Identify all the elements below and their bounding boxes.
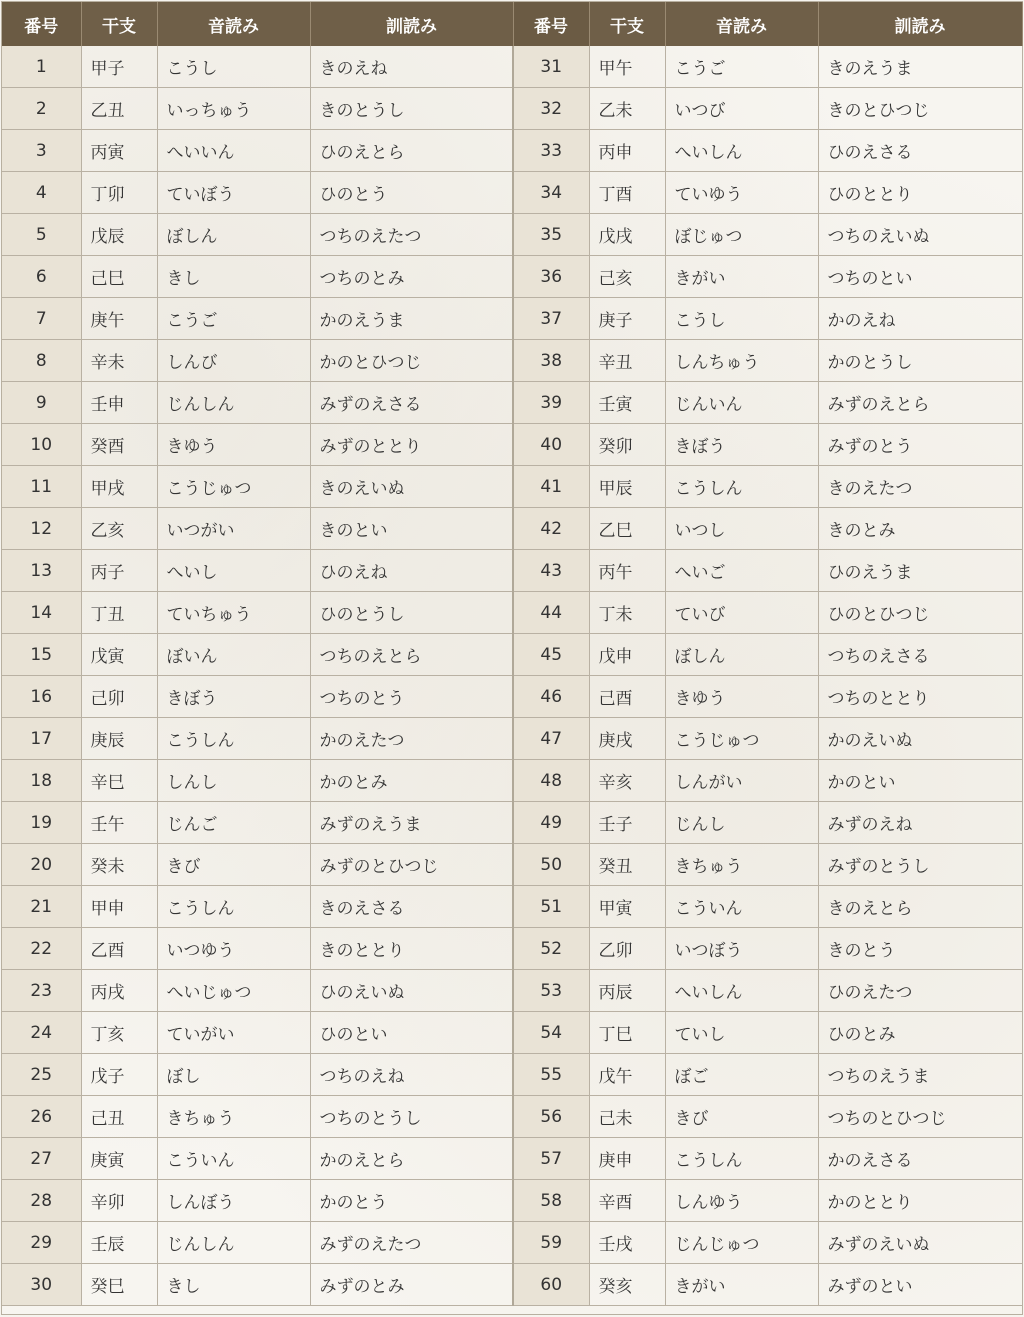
cell-kanshi-right: 壬寅 — [589, 382, 665, 424]
cell-kanshi-right: 癸丑 — [589, 844, 665, 886]
cell-kunyomi-right: みずのとい — [818, 1264, 1022, 1306]
cell-kunyomi-right: かのえさる — [818, 1138, 1022, 1180]
table-row — [2, 298, 1022, 340]
cell-number: 25 — [2, 1054, 81, 1096]
cell-onyomi-right: ぼしん — [665, 634, 818, 676]
cell-number-right: 45 — [513, 634, 589, 676]
cell-number-right: 41 — [513, 466, 589, 508]
cell-number: 19 — [2, 802, 81, 844]
cell-kunyomi-right: きのえたつ — [818, 466, 1022, 508]
cell-number: 22 — [2, 928, 81, 970]
cell-onyomi-right: きゆう — [665, 676, 818, 718]
cell-kunyomi: きのとうし — [310, 88, 513, 130]
cell-kanshi: 甲申 — [81, 886, 157, 928]
cell-number: 2 — [2, 88, 81, 130]
cell-kanshi: 丙寅 — [81, 130, 157, 172]
cell-kanshi: 乙丑 — [81, 88, 157, 130]
cell-kunyomi-right: みずのとうし — [818, 844, 1022, 886]
cell-onyomi: じんしん — [157, 1222, 310, 1264]
cell-kunyomi: ひのとい — [310, 1012, 513, 1054]
cell-onyomi-right: ぼご — [665, 1054, 818, 1096]
cell-onyomi: ていちゅう — [157, 592, 310, 634]
cell-onyomi: じんしん — [157, 382, 310, 424]
cell-kanshi: 癸未 — [81, 844, 157, 886]
cell-number: 1 — [2, 46, 81, 88]
cell-kanshi: 甲戌 — [81, 466, 157, 508]
cell-kunyomi-right: ひのとひつじ — [818, 592, 1022, 634]
cell-number-right: 46 — [513, 676, 589, 718]
cell-kunyomi: ひのとうし — [310, 592, 513, 634]
cell-kanshi: 戊子 — [81, 1054, 157, 1096]
cell-kunyomi-right: ひのえうま — [818, 550, 1022, 592]
table-row — [2, 256, 1022, 298]
cell-kunyomi: つちのえね — [310, 1054, 513, 1096]
table-row — [2, 1054, 1022, 1096]
cell-kunyomi: かのえとら — [310, 1138, 513, 1180]
cell-kunyomi: みずのえさる — [310, 382, 513, 424]
cell-onyomi-right: こういん — [665, 886, 818, 928]
cell-number: 9 — [2, 382, 81, 424]
cell-kunyomi: ひのえね — [310, 550, 513, 592]
cell-kanshi-right: 乙卯 — [589, 928, 665, 970]
cell-kunyomi-right: みずのとう — [818, 424, 1022, 466]
cell-kanshi-right: 戊戌 — [589, 214, 665, 256]
cell-kanshi-right: 丁未 — [589, 592, 665, 634]
cell-kanshi-right: 丁酉 — [589, 172, 665, 214]
cell-kunyomi-right: つちのとい — [818, 256, 1022, 298]
cell-kanshi-right: 乙巳 — [589, 508, 665, 550]
cell-kunyomi: きのととり — [310, 928, 513, 970]
cell-kanshi-right: 癸亥 — [589, 1264, 665, 1306]
cell-kanshi: 戊辰 — [81, 214, 157, 256]
cell-kunyomi: みずのえうま — [310, 802, 513, 844]
cell-onyomi-right: へいしん — [665, 130, 818, 172]
cell-kunyomi: つちのとうし — [310, 1096, 513, 1138]
cell-onyomi: きゆう — [157, 424, 310, 466]
cell-kanshi-right: 丙申 — [589, 130, 665, 172]
cell-kanshi-right: 戊申 — [589, 634, 665, 676]
cell-onyomi-right: こうしん — [665, 466, 818, 508]
cell-kunyomi-right: かのえね — [818, 298, 1022, 340]
cell-number: 17 — [2, 718, 81, 760]
cell-kunyomi: ひのえいぬ — [310, 970, 513, 1012]
cell-onyomi-right: こうし — [665, 298, 818, 340]
cell-number: 12 — [2, 508, 81, 550]
cell-kunyomi: ひのとう — [310, 172, 513, 214]
cell-kunyomi-right: かのとうし — [818, 340, 1022, 382]
table-row — [2, 928, 1022, 970]
cell-number-right: 34 — [513, 172, 589, 214]
cell-kanshi: 丁亥 — [81, 1012, 157, 1054]
cell-number-right: 51 — [513, 886, 589, 928]
cell-number-right: 56 — [513, 1096, 589, 1138]
cell-onyomi: へいいん — [157, 130, 310, 172]
cell-number: 21 — [2, 886, 81, 928]
cell-number-right: 39 — [513, 382, 589, 424]
header-onyomi: 音読み — [157, 2, 310, 46]
cell-kunyomi-right: みずのえね — [818, 802, 1022, 844]
cell-kanshi: 壬辰 — [81, 1222, 157, 1264]
table-row — [2, 718, 1022, 760]
cell-kunyomi: かのとう — [310, 1180, 513, 1222]
table-body — [2, 46, 1022, 1306]
cell-number-right: 59 — [513, 1222, 589, 1264]
table-row — [2, 466, 1022, 508]
cell-number-right: 43 — [513, 550, 589, 592]
cell-kanshi: 庚午 — [81, 298, 157, 340]
cell-onyomi-right: こうご — [665, 46, 818, 88]
cell-onyomi: へいじゅつ — [157, 970, 310, 1012]
cell-number: 15 — [2, 634, 81, 676]
cell-kunyomi: きのえね — [310, 46, 513, 88]
cell-kanshi: 乙酉 — [81, 928, 157, 970]
cell-number-right: 40 — [513, 424, 589, 466]
cell-number-right: 47 — [513, 718, 589, 760]
cell-number-right: 54 — [513, 1012, 589, 1054]
cell-onyomi-right: いつぼう — [665, 928, 818, 970]
cell-onyomi-right: ていゆう — [665, 172, 818, 214]
cell-onyomi: ぼしん — [157, 214, 310, 256]
cell-number-right: 31 — [513, 46, 589, 88]
cell-onyomi: こうじゅつ — [157, 466, 310, 508]
cell-kanshi: 壬午 — [81, 802, 157, 844]
cell-onyomi: しんび — [157, 340, 310, 382]
cell-onyomi: きし — [157, 1264, 310, 1306]
cell-kanshi-right: 丙辰 — [589, 970, 665, 1012]
header-number-right: 番号 — [513, 2, 589, 46]
table-row — [2, 634, 1022, 676]
cell-kanshi-right: 壬戌 — [589, 1222, 665, 1264]
cell-kanshi: 庚寅 — [81, 1138, 157, 1180]
table-row — [2, 1180, 1022, 1222]
cell-kanshi-right: 丙午 — [589, 550, 665, 592]
cell-kunyomi-right: きのえとら — [818, 886, 1022, 928]
header-kunyomi: 訓読み — [310, 2, 513, 46]
cell-onyomi-right: こうじゅつ — [665, 718, 818, 760]
cell-number: 28 — [2, 1180, 81, 1222]
cell-number-right: 38 — [513, 340, 589, 382]
cell-number-right: 49 — [513, 802, 589, 844]
cell-kanshi-right: 辛亥 — [589, 760, 665, 802]
cell-kanshi: 丙子 — [81, 550, 157, 592]
header-kanshi-right: 干支 — [589, 2, 665, 46]
table-row — [2, 760, 1022, 802]
sexagenary-cycle-table — [2, 2, 1023, 1306]
header-onyomi-right: 音読み — [665, 2, 818, 46]
cell-onyomi-right: しんゆう — [665, 1180, 818, 1222]
cell-kanshi: 庚辰 — [81, 718, 157, 760]
cell-onyomi: ぼいん — [157, 634, 310, 676]
table-row — [2, 886, 1022, 928]
cell-onyomi: じんご — [157, 802, 310, 844]
cell-onyomi-right: きがい — [665, 1264, 818, 1306]
cell-onyomi: しんし — [157, 760, 310, 802]
cell-onyomi-right: しんちゅう — [665, 340, 818, 382]
cell-kanshi-right: 癸卯 — [589, 424, 665, 466]
cell-number: 4 — [2, 172, 81, 214]
table-row — [2, 382, 1022, 424]
cell-number: 27 — [2, 1138, 81, 1180]
cell-kunyomi: きのえさる — [310, 886, 513, 928]
cell-onyomi-right: きぼう — [665, 424, 818, 466]
cell-kunyomi: かのとひつじ — [310, 340, 513, 382]
table-row — [2, 1222, 1022, 1264]
cell-number: 30 — [2, 1264, 81, 1306]
cell-number-right: 57 — [513, 1138, 589, 1180]
cell-number-right: 48 — [513, 760, 589, 802]
cell-onyomi: いっちゅう — [157, 88, 310, 130]
cell-kunyomi-right: ひのえさる — [818, 130, 1022, 172]
cell-onyomi-right: へいしん — [665, 970, 818, 1012]
cell-kanshi-right: 甲午 — [589, 46, 665, 88]
cell-kunyomi: つちのとう — [310, 676, 513, 718]
cell-number-right: 50 — [513, 844, 589, 886]
cell-kanshi: 癸巳 — [81, 1264, 157, 1306]
table-row — [2, 340, 1022, 382]
cell-number: 18 — [2, 760, 81, 802]
cell-number-right: 32 — [513, 88, 589, 130]
table-row — [2, 1096, 1022, 1138]
cell-number: 6 — [2, 256, 81, 298]
cell-kanshi: 辛巳 — [81, 760, 157, 802]
table-row — [2, 1012, 1022, 1054]
cell-kanshi: 戊寅 — [81, 634, 157, 676]
cell-onyomi-right: きび — [665, 1096, 818, 1138]
cell-kunyomi-right: かのとい — [818, 760, 1022, 802]
cell-number-right: 58 — [513, 1180, 589, 1222]
cell-onyomi: きし — [157, 256, 310, 298]
cell-kunyomi-right: つちのえいぬ — [818, 214, 1022, 256]
cell-kunyomi: みずのととり — [310, 424, 513, 466]
table-row — [2, 130, 1022, 172]
cell-onyomi-right: じんじゅつ — [665, 1222, 818, 1264]
cell-number-right: 52 — [513, 928, 589, 970]
cell-kunyomi-right: かのととり — [818, 1180, 1022, 1222]
cell-number: 10 — [2, 424, 81, 466]
cell-onyomi: こういん — [157, 1138, 310, 1180]
table-row — [2, 550, 1022, 592]
cell-onyomi: こうし — [157, 46, 310, 88]
cell-number: 23 — [2, 970, 81, 1012]
cell-kanshi: 壬申 — [81, 382, 157, 424]
cell-onyomi-right: ぼじゅつ — [665, 214, 818, 256]
cell-number: 8 — [2, 340, 81, 382]
cell-number: 26 — [2, 1096, 81, 1138]
cell-kanshi-right: 辛酉 — [589, 1180, 665, 1222]
cell-kanshi-right: 庚子 — [589, 298, 665, 340]
table-header — [2, 2, 1022, 46]
cell-kanshi-right: 戊午 — [589, 1054, 665, 1096]
table-row — [2, 1264, 1022, 1306]
cell-onyomi-right: じんいん — [665, 382, 818, 424]
cell-number: 29 — [2, 1222, 81, 1264]
cell-kunyomi-right: ひのとみ — [818, 1012, 1022, 1054]
cell-kanshi-right: 丁巳 — [589, 1012, 665, 1054]
cell-kanshi: 丁卯 — [81, 172, 157, 214]
cell-onyomi-right: きがい — [665, 256, 818, 298]
table-row — [2, 1138, 1022, 1180]
cell-onyomi-right: へいご — [665, 550, 818, 592]
cell-number: 24 — [2, 1012, 81, 1054]
cell-number-right: 35 — [513, 214, 589, 256]
cell-onyomi: きちゅう — [157, 1096, 310, 1138]
cell-number-right: 37 — [513, 298, 589, 340]
cell-onyomi: きぼう — [157, 676, 310, 718]
cell-number: 7 — [2, 298, 81, 340]
header-row — [2, 2, 1022, 46]
cell-kanshi-right: 辛丑 — [589, 340, 665, 382]
cell-kunyomi: つちのえとら — [310, 634, 513, 676]
cell-kanshi: 辛卯 — [81, 1180, 157, 1222]
cell-kunyomi: かのとみ — [310, 760, 513, 802]
cell-kunyomi-right: つちのえさる — [818, 634, 1022, 676]
cell-onyomi-right: いつび — [665, 88, 818, 130]
cell-kunyomi: みずのとひつじ — [310, 844, 513, 886]
cell-onyomi: ぼし — [157, 1054, 310, 1096]
cell-number-right: 60 — [513, 1264, 589, 1306]
cell-kanshi: 乙亥 — [81, 508, 157, 550]
cell-kunyomi: かのえたつ — [310, 718, 513, 760]
cell-number: 5 — [2, 214, 81, 256]
cell-number-right: 44 — [513, 592, 589, 634]
cell-onyomi-right: いつし — [665, 508, 818, 550]
cell-kunyomi-right: つちのととり — [818, 676, 1022, 718]
cell-onyomi: いつゆう — [157, 928, 310, 970]
cell-kunyomi: ひのえとら — [310, 130, 513, 172]
cell-kanshi: 己卯 — [81, 676, 157, 718]
header-kanshi: 干支 — [81, 2, 157, 46]
cell-kanshi-right: 庚戌 — [589, 718, 665, 760]
cell-number-right: 36 — [513, 256, 589, 298]
cell-number: 16 — [2, 676, 81, 718]
cell-kanshi: 己丑 — [81, 1096, 157, 1138]
cell-onyomi: へいし — [157, 550, 310, 592]
cell-onyomi: こうしん — [157, 718, 310, 760]
cell-onyomi-right: じんし — [665, 802, 818, 844]
cell-onyomi: こうご — [157, 298, 310, 340]
cell-kanshi: 甲子 — [81, 46, 157, 88]
cell-number-right: 33 — [513, 130, 589, 172]
table-row — [2, 844, 1022, 886]
cell-number: 3 — [2, 130, 81, 172]
cell-onyomi-right: きちゅう — [665, 844, 818, 886]
cell-onyomi: ていがい — [157, 1012, 310, 1054]
cell-kunyomi-right: きのとみ — [818, 508, 1022, 550]
cell-onyomi-right: しんがい — [665, 760, 818, 802]
table-row — [2, 970, 1022, 1012]
cell-kanshi-right: 甲辰 — [589, 466, 665, 508]
cell-kunyomi-right: かのえいぬ — [818, 718, 1022, 760]
cell-number: 11 — [2, 466, 81, 508]
cell-kunyomi: みずのえたつ — [310, 1222, 513, 1264]
cell-number: 13 — [2, 550, 81, 592]
table-row — [2, 88, 1022, 130]
cell-number-right: 42 — [513, 508, 589, 550]
cell-kunyomi: つちのとみ — [310, 256, 513, 298]
cell-kunyomi-right: みずのえいぬ — [818, 1222, 1022, 1264]
cell-kunyomi: きのとい — [310, 508, 513, 550]
cell-onyomi-right: こうしん — [665, 1138, 818, 1180]
cell-kanshi-right: 己酉 — [589, 676, 665, 718]
cell-kanshi-right: 壬子 — [589, 802, 665, 844]
cell-kanshi: 辛未 — [81, 340, 157, 382]
cell-kunyomi: つちのえたつ — [310, 214, 513, 256]
table-row — [2, 802, 1022, 844]
cell-kanshi: 癸酉 — [81, 424, 157, 466]
cell-kunyomi-right: きのとう — [818, 928, 1022, 970]
table-row — [2, 592, 1022, 634]
header-kunyomi-right: 訓読み — [818, 2, 1022, 46]
table-row — [2, 214, 1022, 256]
header-number: 番号 — [2, 2, 81, 46]
table-row — [2, 172, 1022, 214]
cell-kanshi-right: 甲寅 — [589, 886, 665, 928]
table-row — [2, 508, 1022, 550]
cell-kanshi-right: 庚申 — [589, 1138, 665, 1180]
cell-kunyomi-right: きのとひつじ — [818, 88, 1022, 130]
cell-onyomi: きび — [157, 844, 310, 886]
cell-kunyomi-right: ひのえたつ — [818, 970, 1022, 1012]
table-row — [2, 676, 1022, 718]
cell-kunyomi-right: ひのととり — [818, 172, 1022, 214]
cell-kunyomi-right: きのえうま — [818, 46, 1022, 88]
cell-kanshi-right: 乙未 — [589, 88, 665, 130]
cell-kanshi: 丙戌 — [81, 970, 157, 1012]
cell-kunyomi-right: つちのとひつじ — [818, 1096, 1022, 1138]
cell-kunyomi: みずのとみ — [310, 1264, 513, 1306]
cell-onyomi-right: ていし — [665, 1012, 818, 1054]
cell-number-right: 53 — [513, 970, 589, 1012]
cell-onyomi: こうしん — [157, 886, 310, 928]
cell-kanshi-right: 己未 — [589, 1096, 665, 1138]
cell-number-right: 55 — [513, 1054, 589, 1096]
sexagenary-cycle-table-container — [1, 1, 1023, 1315]
cell-kanshi: 己巳 — [81, 256, 157, 298]
table-row — [2, 46, 1022, 88]
cell-onyomi: ていぼう — [157, 172, 310, 214]
cell-kunyomi: きのえいぬ — [310, 466, 513, 508]
cell-kunyomi-right: つちのえうま — [818, 1054, 1022, 1096]
cell-number: 20 — [2, 844, 81, 886]
cell-kunyomi-right: みずのえとら — [818, 382, 1022, 424]
table-row — [2, 424, 1022, 466]
cell-onyomi: いつがい — [157, 508, 310, 550]
cell-onyomi: しんぼう — [157, 1180, 310, 1222]
cell-kunyomi: かのえうま — [310, 298, 513, 340]
cell-kanshi: 丁丑 — [81, 592, 157, 634]
cell-number: 14 — [2, 592, 81, 634]
cell-kanshi-right: 己亥 — [589, 256, 665, 298]
cell-onyomi-right: ていび — [665, 592, 818, 634]
